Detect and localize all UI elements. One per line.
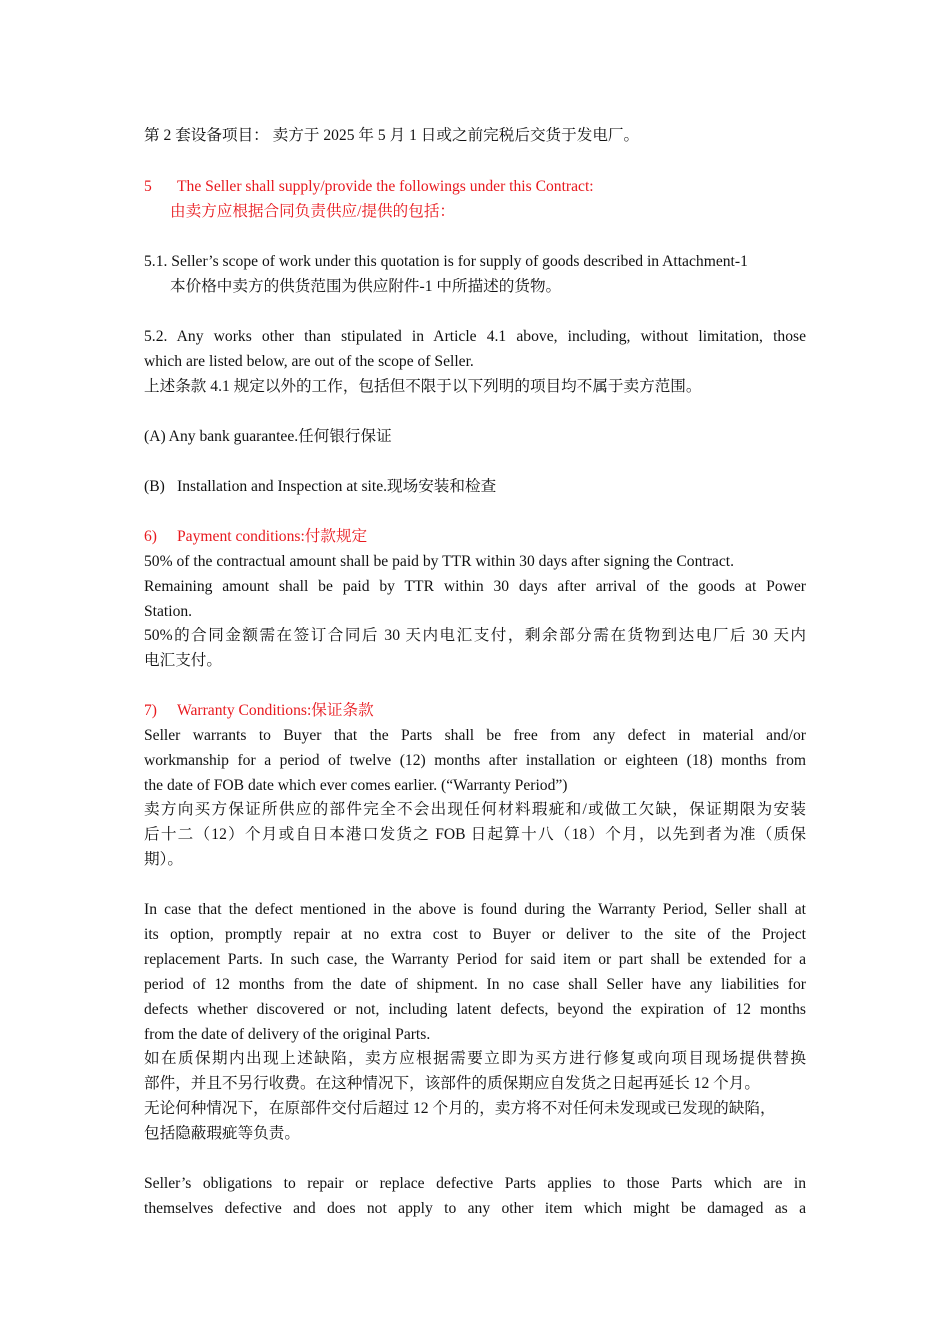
- item-b-label: (B): [144, 478, 165, 495]
- item-b-text: Installation and Inspection at site.现场安装和检查: [177, 478, 497, 495]
- warranty-p2-en-line: period of 12 months from the date of shipment. In no case shall Seller have any liabilities for: [144, 976, 806, 993]
- section-6-heading: [144, 524, 806, 549]
- section-5-title-en: The Seller shall supply/provide the followings under this Contract:: [177, 178, 594, 195]
- section-6-title: Payment conditions:付款规定: [177, 528, 368, 545]
- warranty-p2-en-line: its option, promptly repair at no extra cost to Buyer or deliver to the site of the Project: [144, 926, 806, 943]
- warranty-p2-en-line: from the date of delivery of the original Parts.: [144, 1026, 431, 1043]
- clause-5-2-en-line-1: 5.2. Any works other than stipulated in Article 4.1 above, including, without limitation, those: [144, 328, 806, 345]
- warranty-p2-en-line: In case that the defect mentioned in the above is found during the Warranty Period, Seller shall at: [144, 901, 806, 918]
- clause-5-1-en: 5.1. Seller’s scope of work under this quotation is for supply of goods described in Attachment-1: [144, 253, 748, 270]
- clause-5-2-cn: 上述条款 4.1 规定以外的工作，包括但不限于以下列明的项目均不属于卖方范围。: [144, 378, 702, 395]
- section-5-heading: [144, 174, 806, 199]
- payment-cn-line-2: 电汇支付。: [144, 652, 222, 669]
- section-6-number: 6): [144, 528, 157, 545]
- section-7-heading: [144, 698, 806, 723]
- warranty-p3-en-line: themselves defective and does not apply to any other item which might be damaged as a: [144, 1200, 806, 1217]
- warranty-p3-en-line: Seller’s obligations to repair or replace defective Parts applies to those Parts which are in: [144, 1175, 806, 1192]
- warranty-p1-cn-line: 期）。: [144, 851, 183, 868]
- clause-5-1-cn: 本价格中卖方的供货范围为供应附件-1 中所描述的货物。: [170, 278, 562, 295]
- payment-en-line-3: Station.: [144, 603, 193, 620]
- warranty-p1-cn-line: 卖方向买方保证所供应的部件完全不会出现任何材料瑕疵和/或做工欠缺，保证期限为安装: [144, 801, 806, 818]
- item-a: (A) Any bank guarantee.任何银行保证: [144, 428, 392, 445]
- warranty-p1-en-line: the date of FOB date which ever comes earlier. (“Warranty Period”): [144, 777, 568, 794]
- warranty-p1-cn-line: 后十二（12）个月或自日本港口发货之 FOB 日起算十八（18）个月，以先到者为准（质保: [144, 826, 806, 843]
- section-7-number: 7): [144, 702, 157, 719]
- section-5-title-cn: 由卖方应根据合同负责供应/提供的包括：: [170, 203, 456, 220]
- warranty-p2-cn-line: 如在质保期内出现上述缺陷，卖方应根据需要立即为买方进行修复或向项目现场提供替换: [144, 1050, 806, 1067]
- warranty-p1-en-line: Seller warrants to Buyer that the Parts shall be free from any defect in material and/or: [144, 727, 806, 744]
- delivery-terms-line: 第 2 套设备项目： 卖方于 2025 年 5 月 1 日或之前完税后交货于发电厂。: [144, 127, 640, 144]
- clause-5-2-en-line-2: which are listed below, are out of the scope of Seller.: [144, 353, 474, 370]
- warranty-p2-cn-line: 部件，并且不另行收费。在这种情况下，该部件的质保期应自发货之日起再延长 12 个月。: [144, 1075, 760, 1092]
- payment-cn-line-1: 50%的合同金额需在签订合同后 30 天内电汇支付，剩余部分需在货物到达电厂后 30 天内: [144, 627, 806, 644]
- section-5-number: 5: [144, 178, 152, 195]
- warranty-p2-cn-line: 无论何种情况下，在原部件交付后超过 12 个月的，卖方将不对任何未发现或已发现的缺陷，: [144, 1100, 776, 1117]
- warranty-p2-en-line: replacement Parts. In such case, the Warranty Period for said item or part shall be extended for a: [144, 951, 806, 968]
- warranty-p1-en-line: workmanship for a period of twelve (12) months after installation or eighteen (18) months from: [144, 752, 806, 769]
- warranty-p2-cn-line: 包括隐蔽瑕疵等负责。: [144, 1125, 300, 1142]
- item-b: [144, 474, 806, 499]
- warranty-p2-en-line: defects whether discovered or not, including latent defects, beyond the expiration of 12 months: [144, 1001, 806, 1018]
- section-7-title: Warranty Conditions:保证条款: [177, 702, 374, 719]
- payment-en-line-1: 50% of the contractual amount shall be paid by TTR within 30 days after signing the Contract.: [144, 553, 734, 570]
- payment-en-line-2: Remaining amount shall be paid by TTR within 30 days after arrival of the goods at Power: [144, 578, 806, 595]
